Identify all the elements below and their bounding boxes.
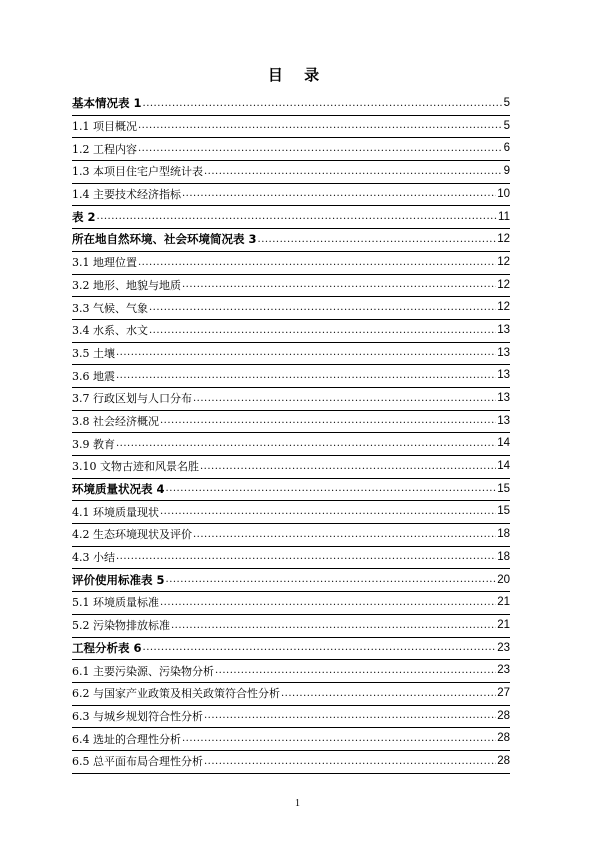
toc-chapter-entry[interactable] — [72, 638, 510, 661]
table-of-contents — [72, 93, 510, 774]
toc-dot-leader — [116, 439, 496, 455]
toc-entry-title: 3.3 气候、气象 — [72, 301, 148, 315]
toc-chapter-entry[interactable] — [72, 93, 510, 116]
toc-entry-page: 13 — [497, 323, 510, 336]
toc-entry-page: 5 — [503, 97, 510, 110]
toc-entry-title: 3.1 地理位置 — [72, 256, 137, 270]
toc-dot-leader — [171, 621, 496, 637]
toc-entry-page: 15 — [497, 482, 510, 495]
toc-entry-page: 12 — [497, 233, 510, 246]
toc-entry-title: 4.1 环境质量现状 — [72, 505, 159, 519]
toc-dot-leader — [182, 280, 496, 296]
toc-entry-title: 6.4 选址的合理性分析 — [72, 732, 181, 746]
toc-entry-title: 基本情况表 1 — [72, 96, 142, 111]
toc-dot-leader — [166, 575, 497, 591]
toc-entry-title: 1.4 主要技术经济指标 — [72, 188, 181, 202]
toc-entry-page: 13 — [497, 346, 510, 359]
toc-chapter-entry[interactable] — [72, 569, 510, 592]
toc-entry-title: 3.4 水系、水文 — [72, 324, 148, 338]
toc-entry-title: 3.8 社会经济概况 — [72, 414, 159, 428]
toc-entry-title: 3.6 地震 — [72, 369, 115, 383]
toc-entry-title: 4.3 小结 — [72, 551, 115, 565]
toc-entry-title: 3.7 行政区划与人口分布 — [72, 392, 192, 406]
toc-section-entry[interactable] — [72, 706, 510, 729]
toc-section-entry[interactable] — [72, 138, 510, 161]
toc-dot-leader — [138, 258, 496, 274]
toc-dot-leader — [116, 348, 496, 364]
toc-entry-page: 27 — [497, 686, 510, 699]
toc-dot-leader — [204, 167, 503, 183]
toc-dot-leader — [97, 212, 498, 228]
toc-entry-title: 1.2 工程内容 — [72, 142, 137, 156]
toc-entry-title: 3.2 地形、地貌与地质 — [72, 278, 181, 292]
toc-dot-leader — [182, 189, 496, 205]
toc-entry-page: 5 — [503, 119, 510, 132]
toc-chapter-entry[interactable] — [72, 479, 510, 502]
toc-entry-page: 18 — [497, 528, 510, 541]
toc-section-entry[interactable] — [72, 547, 510, 570]
toc-section-entry[interactable] — [72, 524, 510, 547]
toc-entry-page: 12 — [497, 301, 510, 314]
toc-entry-title: 6.3 与城乡规划符合性分析 — [72, 709, 203, 723]
toc-section-entry[interactable] — [72, 501, 510, 524]
toc-dot-leader — [215, 666, 496, 682]
toc-dot-leader — [116, 552, 496, 568]
toc-dot-leader — [116, 371, 496, 387]
toc-chapter-entry[interactable] — [72, 206, 510, 229]
toc-entry-title: 6.2 与国家产业政策及相关政策符合性分析 — [72, 687, 280, 701]
toc-dot-leader — [182, 734, 496, 750]
toc-section-entry[interactable] — [72, 456, 510, 479]
toc-dot-leader — [258, 235, 497, 251]
toc-entry-page: 10 — [497, 187, 510, 200]
toc-entry-page: 13 — [497, 414, 510, 427]
toc-entry-page: 28 — [497, 755, 510, 768]
toc-entry-title: 评价使用标准表 5 — [72, 572, 165, 587]
toc-section-entry[interactable] — [72, 433, 510, 456]
toc-dot-leader — [149, 303, 496, 319]
toc-dot-leader — [160, 416, 496, 432]
toc-section-entry[interactable] — [72, 660, 510, 683]
toc-section-entry[interactable] — [72, 343, 510, 366]
toc-entry-page: 18 — [497, 550, 510, 563]
toc-entry-page: 13 — [497, 392, 510, 405]
toc-entry-title: 表 2 — [72, 209, 96, 224]
toc-entry-title: 工程分析表 6 — [72, 640, 142, 655]
toc-section-entry[interactable] — [72, 365, 510, 388]
toc-section-entry[interactable] — [72, 116, 510, 139]
toc-dot-leader — [193, 530, 496, 546]
toc-dot-leader — [160, 507, 496, 523]
toc-entry-title: 6.5 总平面布局合理性分析 — [72, 755, 203, 769]
toc-dot-leader — [166, 484, 497, 500]
toc-dot-leader — [160, 598, 496, 614]
toc-entry-title: 3.10 文物古迹和风景名胜 — [72, 460, 199, 474]
toc-entry-page: 12 — [497, 255, 510, 268]
toc-section-entry[interactable] — [72, 728, 510, 751]
toc-dot-leader — [149, 326, 496, 342]
toc-entry-page: 14 — [497, 437, 510, 450]
toc-entry-page: 9 — [503, 165, 510, 178]
toc-entry-title: 所在地自然环境、社会环境简况表 3 — [72, 232, 257, 247]
toc-entry-page: 6 — [503, 142, 510, 155]
page-number: 1 — [295, 798, 300, 809]
toc-entry-page: 21 — [497, 618, 510, 631]
toc-entry-title: 环境质量状况表 4 — [72, 481, 165, 496]
toc-entry-title: 4.2 生态环境现状及评价 — [72, 528, 192, 542]
toc-section-entry[interactable] — [72, 275, 510, 298]
toc-entry-title: 3.5 土壤 — [72, 346, 115, 360]
toc-entry-page: 28 — [497, 709, 510, 722]
toc-entry-page: 12 — [497, 278, 510, 291]
toc-section-entry[interactable] — [72, 388, 510, 411]
toc-entry-page: 23 — [497, 641, 510, 654]
toc-section-entry[interactable] — [72, 683, 510, 706]
toc-section-entry[interactable] — [72, 615, 510, 638]
toc-entry-page: 20 — [497, 573, 510, 586]
toc-entry-page: 13 — [497, 369, 510, 382]
toc-section-entry[interactable] — [72, 184, 510, 207]
toc-entry-page: 21 — [497, 596, 510, 609]
toc-dot-leader — [204, 757, 496, 773]
toc-section-entry[interactable] — [72, 252, 510, 275]
toc-entry-title: 1.1 项目概况 — [72, 120, 137, 134]
toc-dot-leader — [281, 689, 496, 705]
toc-section-entry[interactable] — [72, 161, 510, 184]
toc-dot-leader — [143, 643, 497, 659]
toc-entry-page: 28 — [497, 732, 510, 745]
toc-entry-page: 23 — [497, 664, 510, 677]
toc-dot-leader — [200, 462, 496, 478]
toc-entry-title: 5.1 环境质量标准 — [72, 596, 159, 610]
toc-section-entry[interactable] — [72, 411, 510, 434]
toc-dot-leader — [143, 99, 503, 115]
toc-chapter-entry[interactable] — [72, 229, 510, 252]
toc-entry-page: 14 — [497, 460, 510, 473]
toc-dot-leader — [138, 144, 503, 160]
toc-dot-leader — [204, 711, 496, 727]
toc-section-entry[interactable] — [72, 592, 510, 615]
toc-entry-page: 11 — [498, 210, 510, 223]
toc-entry-title: 1.3 本项目住宅户型统计表 — [72, 165, 203, 179]
toc-entry-title: 5.2 污染物排放标准 — [72, 619, 170, 633]
toc-title: 目 录 — [267, 66, 328, 84]
toc-section-entry[interactable] — [72, 297, 510, 320]
toc-dot-leader — [193, 394, 496, 410]
toc-entry-page: 15 — [497, 505, 510, 518]
toc-entry-title: 6.1 主要污染源、污染物分析 — [72, 664, 214, 678]
toc-entry-title: 3.9 教育 — [72, 437, 115, 451]
toc-section-entry[interactable] — [72, 320, 510, 343]
toc-section-entry[interactable] — [72, 751, 510, 774]
toc-dot-leader — [138, 121, 503, 137]
